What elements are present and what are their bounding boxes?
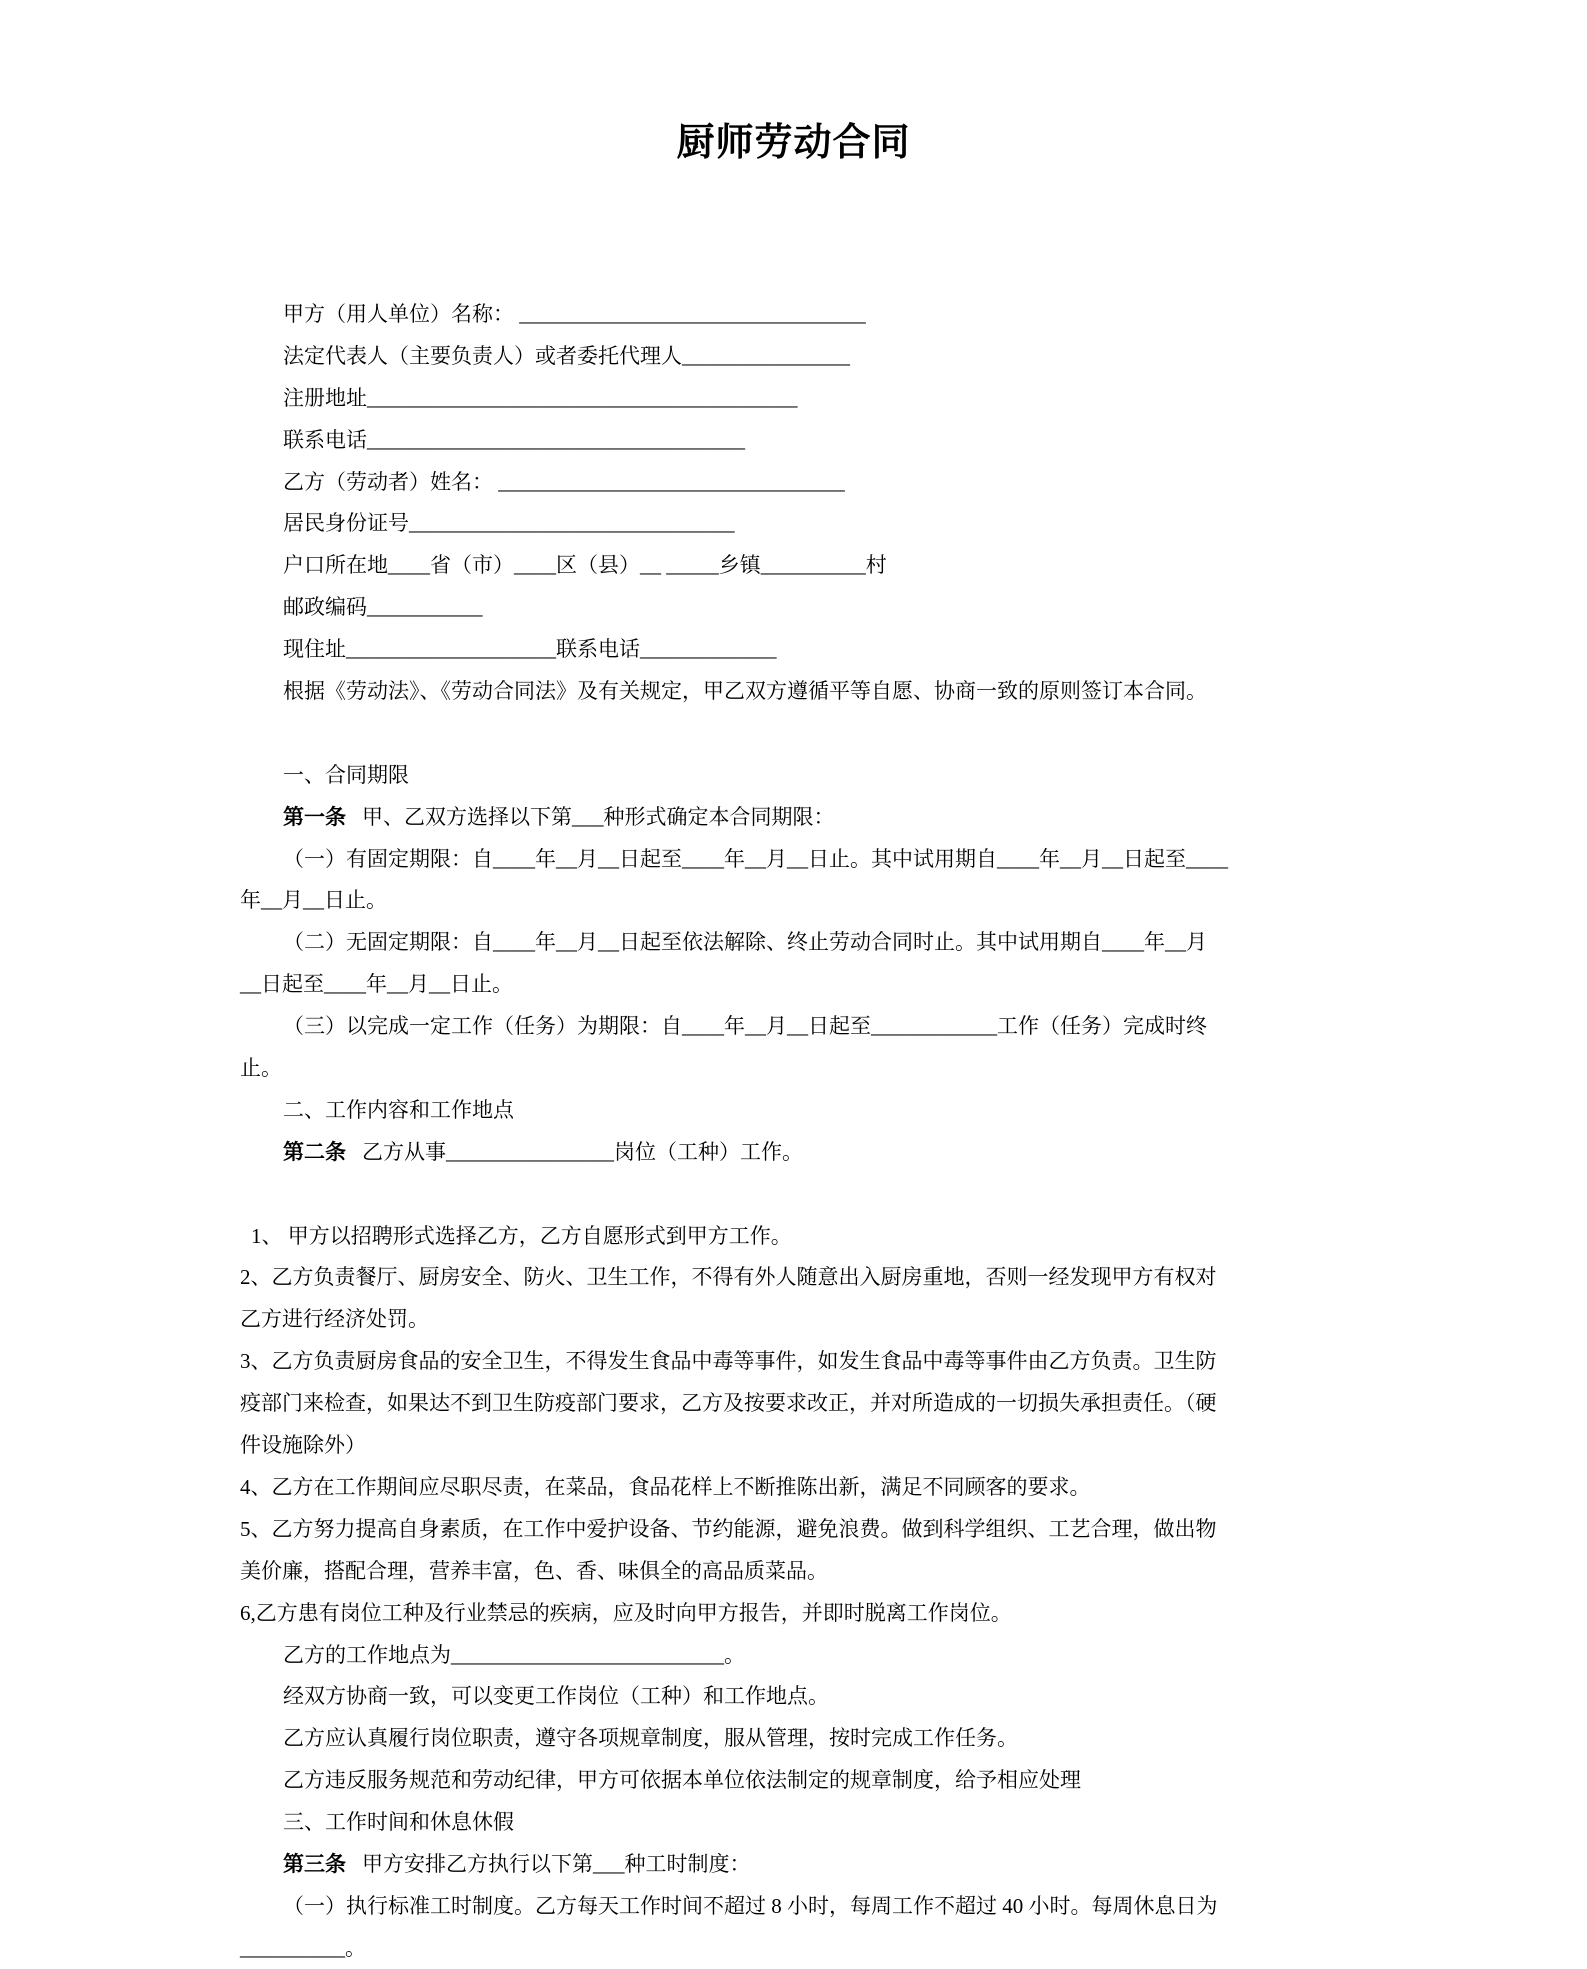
document-line: 现住址____________________联系电话_____________	[283, 637, 777, 662]
document-line	[240, 1844, 1410, 1886]
clause-label: 第一条	[283, 804, 346, 829]
document-line: 居民身份证号_______________________________	[283, 511, 735, 536]
document-line: 止。	[240, 1056, 282, 1081]
clause-text: 乙方从事________________岗位（工种）工作。	[362, 1139, 803, 1164]
document-line: 件设施除外）	[240, 1433, 366, 1458]
document-line: 5、乙方努力提高自身素质，在工作中爱护设备、节约能源，避免浪费。做到科学组织、工艺合理，做出物	[240, 1516, 1217, 1541]
document-line: （一）有固定期限：自____年__月__日起至____年__月__日止。其中试用期自____年__月__日起至____	[283, 846, 1228, 871]
document-title: 厨师劳动合同	[676, 122, 911, 164]
document-line: 根据《劳动法》、《劳动合同法》及有关规定，甲乙双方遵循平等自愿、协商一致的原则签订本合同。	[283, 679, 1207, 704]
clause-text: 甲方安排乙方执行以下第___种工时制度：	[362, 1851, 751, 1876]
document-line: 甲方（用人单位）名称： _________________________________	[283, 302, 866, 326]
document-line: 4、乙方在工作期间应尽职尽责，在菜品，食品花样上不断推陈出新，满足不同顾客的要求。	[240, 1474, 1091, 1499]
document-line: 1、 甲方以招聘形式选择乙方，乙方自愿形式到甲方工作。	[251, 1223, 792, 1248]
document-line: 疫部门来检查，如果达不到卫生防疫部门要求，乙方及按要求改正，并对所造成的一切损失承担责任。（硬	[240, 1391, 1217, 1416]
clause-label: 第三条	[283, 1851, 346, 1876]
document-line: 二、工作内容和工作地点	[283, 1097, 514, 1122]
clause-text: 甲、乙双方选择以下第___种形式确定本合同期限：	[362, 804, 835, 829]
document-line: 美价廉，搭配合理，营养丰富，色、香、味俱全的高品质菜品。	[240, 1558, 828, 1583]
document-line: 注册地址_________________________________________	[283, 385, 798, 410]
document-line: 乙方的工作地点为__________________________。	[283, 1642, 745, 1667]
document-line: 乙方应认真履行岗位职责，遵守各项规章制度，服从管理，按时完成工作任务。	[283, 1726, 1018, 1751]
document-line: 三、工作时间和休息休假	[283, 1810, 514, 1835]
blank-line	[240, 713, 1410, 755]
document-line	[240, 1132, 1410, 1174]
document-line: 6,乙方患有岗位工种及行业禁忌的疾病，应及时向甲方报告，并即时脱离工作岗位。	[240, 1600, 1012, 1625]
blank-line	[240, 1174, 1410, 1216]
document-lines	[240, 294, 1410, 1969]
document-line: 法定代表人（主要负责人）或者委托代理人________________	[283, 343, 850, 368]
document-line: 经双方协商一致，可以变更工作岗位（工种）和工作地点。	[283, 1684, 829, 1709]
document-line: __日起至____年__月__日止。	[240, 972, 513, 997]
document-line: 年__月__日止。	[240, 888, 387, 913]
document-line: 户口所在地____省（市）____区（县）__ _____乡镇__________村	[283, 553, 887, 578]
document-line: 一、合同期限	[283, 762, 409, 787]
document-line: （三）以完成一定工作（任务）为期限：自____年__月__日起至____________工作（任务）完成时终	[283, 1014, 1207, 1039]
document-line: 乙方（劳动者）姓名： _________________________________	[283, 469, 845, 494]
clause-label: 第二条	[283, 1139, 346, 1164]
document-line: （一）执行标准工时制度。乙方每天工作时间不超过 8 小时，每周工作不超过 40 小时。每周休息日为	[283, 1893, 1218, 1918]
document-line	[240, 797, 1410, 839]
document-line: 乙方进行经济处罚。	[240, 1307, 429, 1332]
document-line: __________。	[240, 1935, 366, 1960]
document-line: （二）无固定期限：自____年__月__日起至依法解除、终止劳动合同时止。其中试用期自____年__月	[283, 930, 1207, 955]
document-line: 联系电话____________________________________	[283, 427, 745, 452]
document-line: 2、乙方负责餐厅、厨房安全、防火、卫生工作，不得有外人随意出入厨房重地，否则一经发现甲方有权对	[240, 1265, 1217, 1290]
document-line: 3、乙方负责厨房食品的安全卫生，不得发生食品中毒等事件，如发生食品中毒等事件由乙方负责。卫生防	[240, 1349, 1217, 1374]
document-line: 乙方违反服务规范和劳动纪律，甲方可依据本单位依法制定的规章制度，给予相应处理	[283, 1768, 1081, 1793]
document-line: 邮政编码___________	[283, 595, 483, 620]
